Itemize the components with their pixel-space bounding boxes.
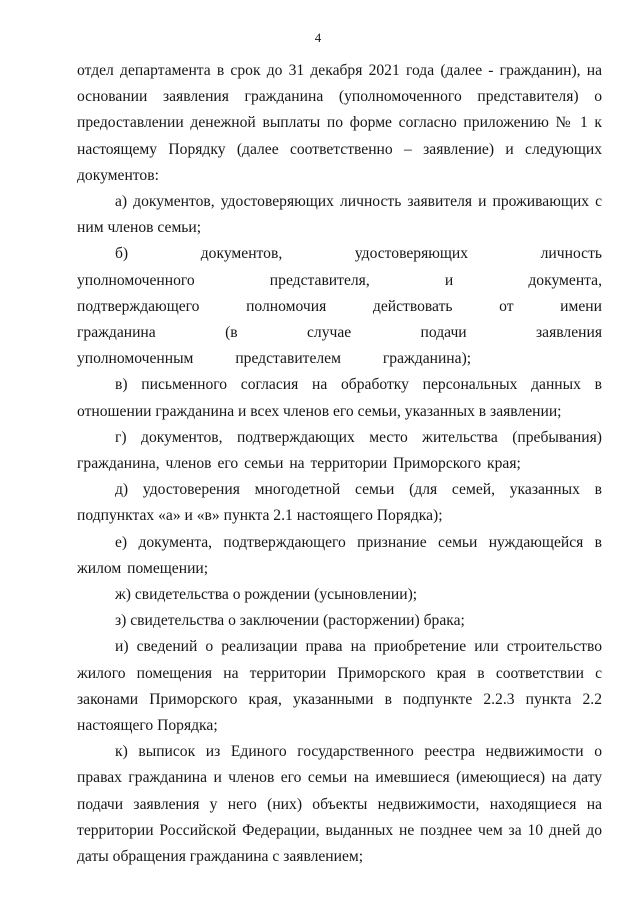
paragraph-item-e: е) документа, подтверждающего признание семьи нуждающейся в жилом помещении; (77, 533, 602, 577)
document-body (77, 58, 602, 870)
paragraph-item-d: д) удостоверения многодетной семьи (для семей, указанных в подпунктах «а» и «в» пункта 2.1 настоящего Порядка); (77, 481, 602, 525)
paragraph-intro: отдел департамента в срок до 31 декабря 2021 года (далее - гражданин), на основании заявления гражданина (уполномоченного представителя) о предоставлении денежной выплаты по форме согласно приложению № 1 к настоящему Порядку (далее соответственно – заявление) и следующих документов: (77, 62, 602, 184)
paragraph-item-a: а) документов, удостоверяющих личность заявителя и проживающих с ним членов семьи; (77, 193, 602, 237)
paragraph-item-zh: ж) свидетельства о рождении (усыновлении); (115, 586, 418, 604)
paragraph-item-v: в) письменного согласия на обработку персональных данных в отношении гражданина и всех членов его семьи, указанных в заявлении; (77, 376, 602, 420)
paragraph-item-b: б) документов, удостоверяющих личность уполномоченного представителя, и документа, подтверждающего полномочия действовать от имени гражданина (в случае подачи заявления уполномоченным представителем гражданина); (77, 245, 602, 368)
paragraph-item-k: к) выписок из Единого государственного реестра недвижимости о правах гражданина и членов его семьи на имевшиеся (имеющиеся) на дату подачи заявления у него (них) объекты недвижимости, находящиеся на территории Российской Федерации, выданных не позднее чем за 10 дней до даты обращения гражданина с заявлением; (77, 743, 602, 866)
paragraph-item-g: г) документов, подтверждающих место жительства (пребывания) гражданина, членов его семьи на территории Приморского края; (77, 428, 602, 473)
paragraph-item-z: з) свидетельства о заключении (расторжении) брака; (115, 612, 465, 630)
page-number: 4 (314, 30, 322, 45)
paragraph-item-i: и) сведений о реализации права на приобретение или строительство жилого помещения на территории Приморского края в соответствии с законами Приморского края, указанными в подпункте 2.2.3 пункта 2.2 настоящего Порядка; (77, 638, 602, 735)
